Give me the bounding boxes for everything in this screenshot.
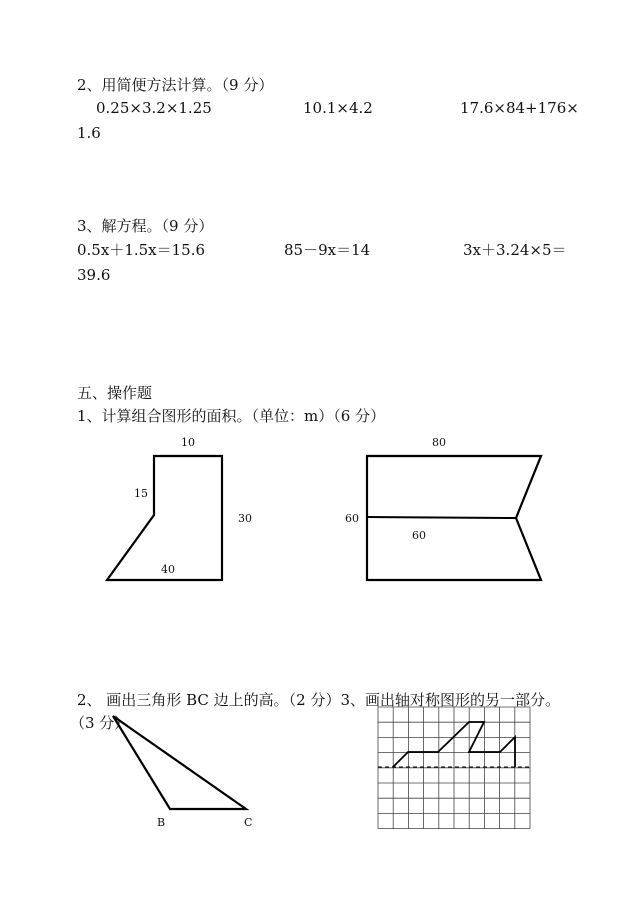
triangle-label-b: B <box>157 816 166 829</box>
figure-1-label-left: 15 <box>134 487 148 500</box>
q3-title: 3、解方程。（9 分） <box>77 217 214 235</box>
q3-equation-1: 0.5x＋1.5x＝15.6 <box>77 241 206 259</box>
figure-2-label-left: 60 <box>345 512 359 525</box>
q2-expression-3: 17.6×84+176× <box>460 99 579 117</box>
triangle-label-c: C <box>244 816 253 829</box>
figure-1-label-top: 10 <box>181 436 195 449</box>
q2-expression-1: 0.25×3.2×1.25 <box>96 99 212 117</box>
section-5-q2-q3-text: 2、 画出三角形 BC 边上的高。（2 分）3、画出轴对称图形的另一部分。 <box>77 691 560 709</box>
figure-2-label-middle: 60 <box>412 529 426 542</box>
q3-equation-2: 85－9x＝14 <box>284 241 371 259</box>
figure-1-label-right: 30 <box>238 512 252 525</box>
q2-expression-3-continued: 1.6 <box>77 124 101 142</box>
section-5-q3-score: （3 分） <box>70 714 130 732</box>
q3-equation-3: 3x＋3.24×5＝ <box>463 241 567 259</box>
q2-title: 2、用简便方法计算。（9 分） <box>77 76 274 94</box>
figure-2-label-top: 80 <box>432 436 446 449</box>
q3-equation-3-continued: 39.6 <box>77 266 111 284</box>
symmetry-grid <box>378 707 530 829</box>
q2-expression-2: 10.1×4.2 <box>303 99 373 117</box>
figure-1-label-bottom: 40 <box>161 563 175 576</box>
section-5-heading: 五、操作题 <box>77 384 153 402</box>
section-5-q1-title: 1、计算组合图形的面积。（单位：m）（6 分） <box>77 407 386 425</box>
